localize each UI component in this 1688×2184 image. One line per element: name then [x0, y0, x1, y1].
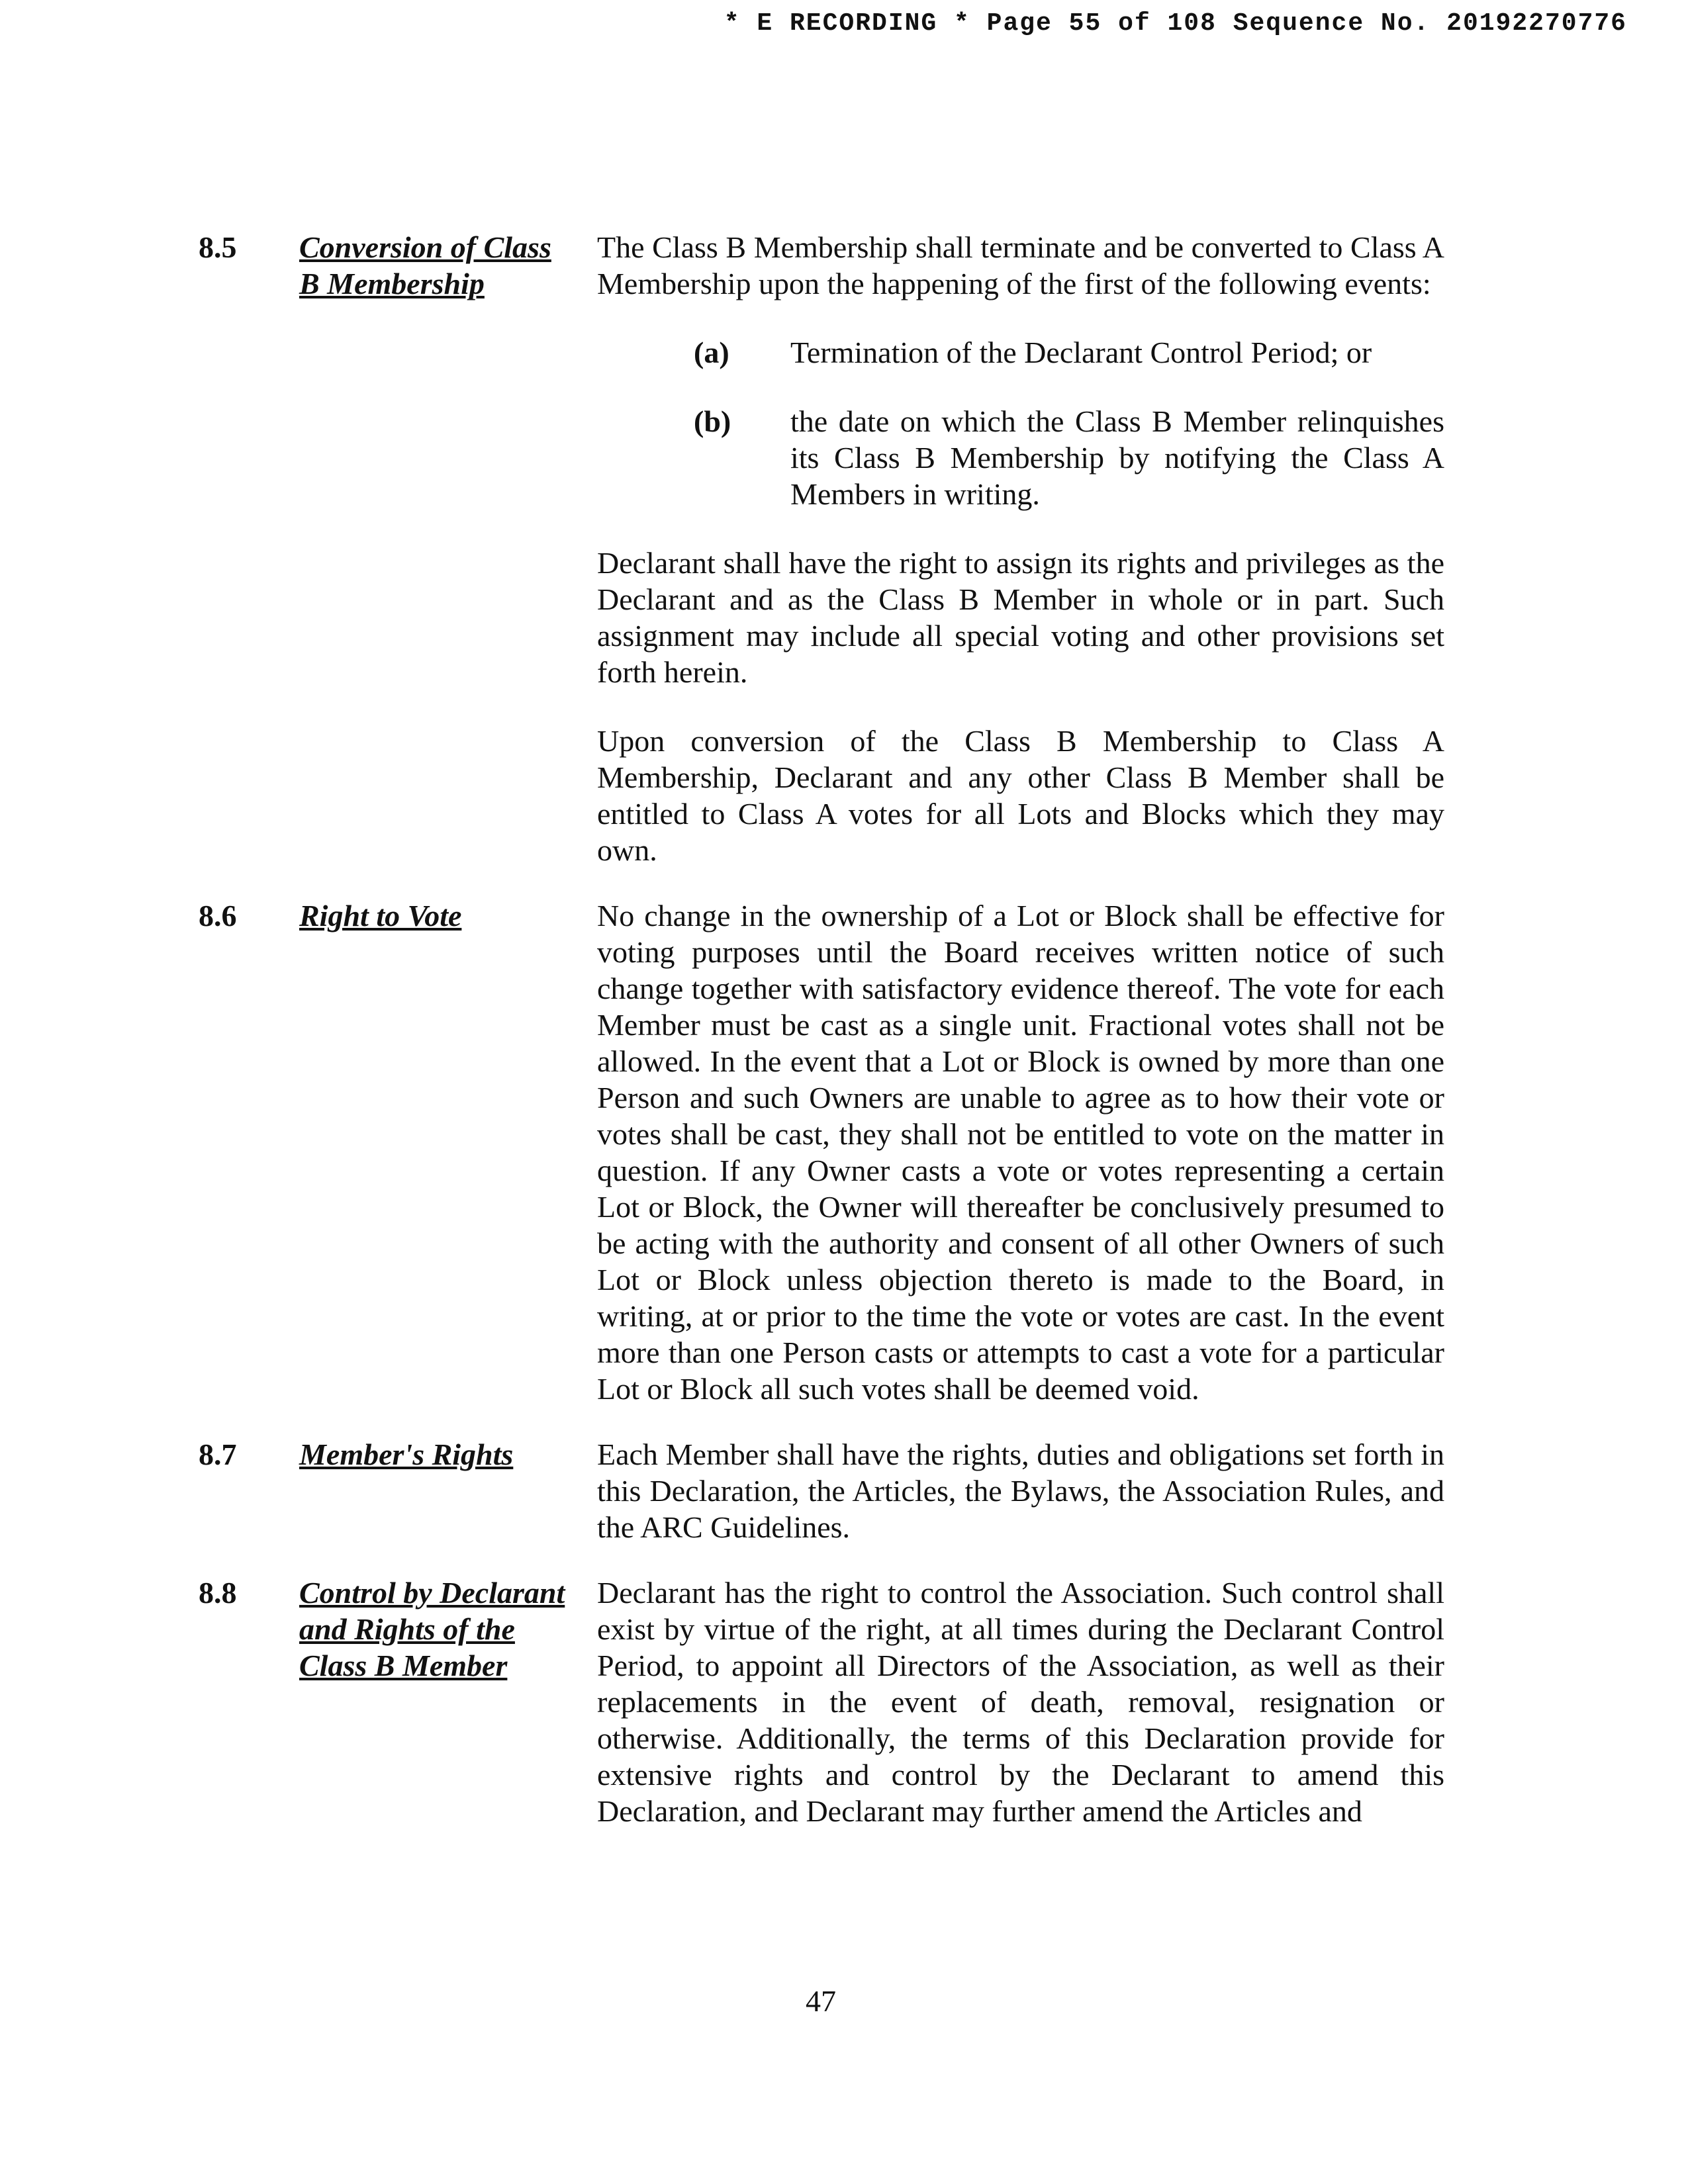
- section-number: 8.8: [199, 1576, 237, 1610]
- section-title: Control by Declarant and Rights of the Class B Member: [299, 1576, 565, 1682]
- recording-header: * E RECORDING * Page 55 of 108 Sequence No. 20192270776: [724, 9, 1627, 38]
- section-number: 8.6: [199, 899, 237, 933]
- section-paragraph: Upon conversion of the Class B Membership to Class A Membership, Declarant and any other Class B Member shall be entitled to Class A votes for all Lots and Blocks which they may own.: [597, 724, 1444, 867]
- section-8-8: [0, 1574, 1688, 1829]
- section-body: [597, 1574, 1444, 1829]
- section-8-6: [0, 897, 1688, 1407]
- list-text: Termination of the Declarant Control Period; or: [790, 336, 1372, 369]
- section-paragraph: Each Member shall have the rights, duties and obligations set forth in this Declaration, the Articles, the Bylaws, the Association Rules, and the ARC Guidelines.: [597, 1437, 1444, 1544]
- list-label: (b): [694, 404, 731, 438]
- list-text: the date on which the Class B Member relinquishes its Class B Membership by notifying the Class A Members in writing.: [790, 404, 1444, 511]
- section-title: Right to Vote: [299, 899, 462, 933]
- list-item-b: [597, 403, 1444, 512]
- list-label: (a): [694, 336, 729, 369]
- section-paragraph: Declarant has the right to control the Association. Such control shall exist by virtue of the right, at all times during the Declarant Control Period, to appoint all Directors of the Association, as well as their replacements in the event of death, removal, resignation or otherwise. Additionally, the terms of this Declaration provide for extensive rights and control by the Declarant to amend this Declaration, and Declarant may further amend the Articles and: [597, 1576, 1444, 1828]
- section-number: 8.7: [199, 1437, 237, 1471]
- section-title: Conversion of Class B Membership: [299, 230, 551, 300]
- section-title: Member's Rights: [299, 1437, 514, 1471]
- section-body: [597, 229, 1444, 868]
- section-paragraph: Declarant shall have the right to assign its rights and privileges as the Declarant and as the Class B Member in whole or in part. Such assignment may include all special voting and other provisions set forth herein.: [597, 546, 1444, 689]
- section-body: [597, 1436, 1444, 1545]
- page-number: 47: [806, 1984, 836, 2018]
- section-intro: The Class B Membership shall terminate and be converted to Class A Membership upon the happening of the first of the following events:: [597, 230, 1444, 300]
- section-paragraph: No change in the ownership of a Lot or Block shall be effective for voting purposes until the Board receives written notice of such change together with satisfactory evidence thereof. The vote for each Member must be cast as a single unit. Fractional votes shall not be allowed. In the event that a Lot or Block is owned by more than one Person and such Owners are unable to agree as to how their vote or votes shall be cast, they shall not be entitled to vote on the matter in question. If any Owner casts a vote or votes representing a certain Lot or Block, the Owner will thereafter be conclusively presumed to be acting with the authority and consent of all other Owners of such Lot or Block unless objection thereto is made to the Board, in writing, at or prior to the time the vote or votes are cast. In the event more than one Person casts or attempts to cast a vote for a particular Lot or Block all such votes shall be deemed void.: [597, 899, 1444, 1406]
- list-item-a: [597, 334, 1444, 371]
- section-body: [597, 897, 1444, 1407]
- section-number: 8.5: [199, 230, 237, 264]
- section-8-5: [0, 229, 1688, 868]
- section-8-7: [0, 1436, 1688, 1545]
- document-body: [0, 229, 1688, 1858]
